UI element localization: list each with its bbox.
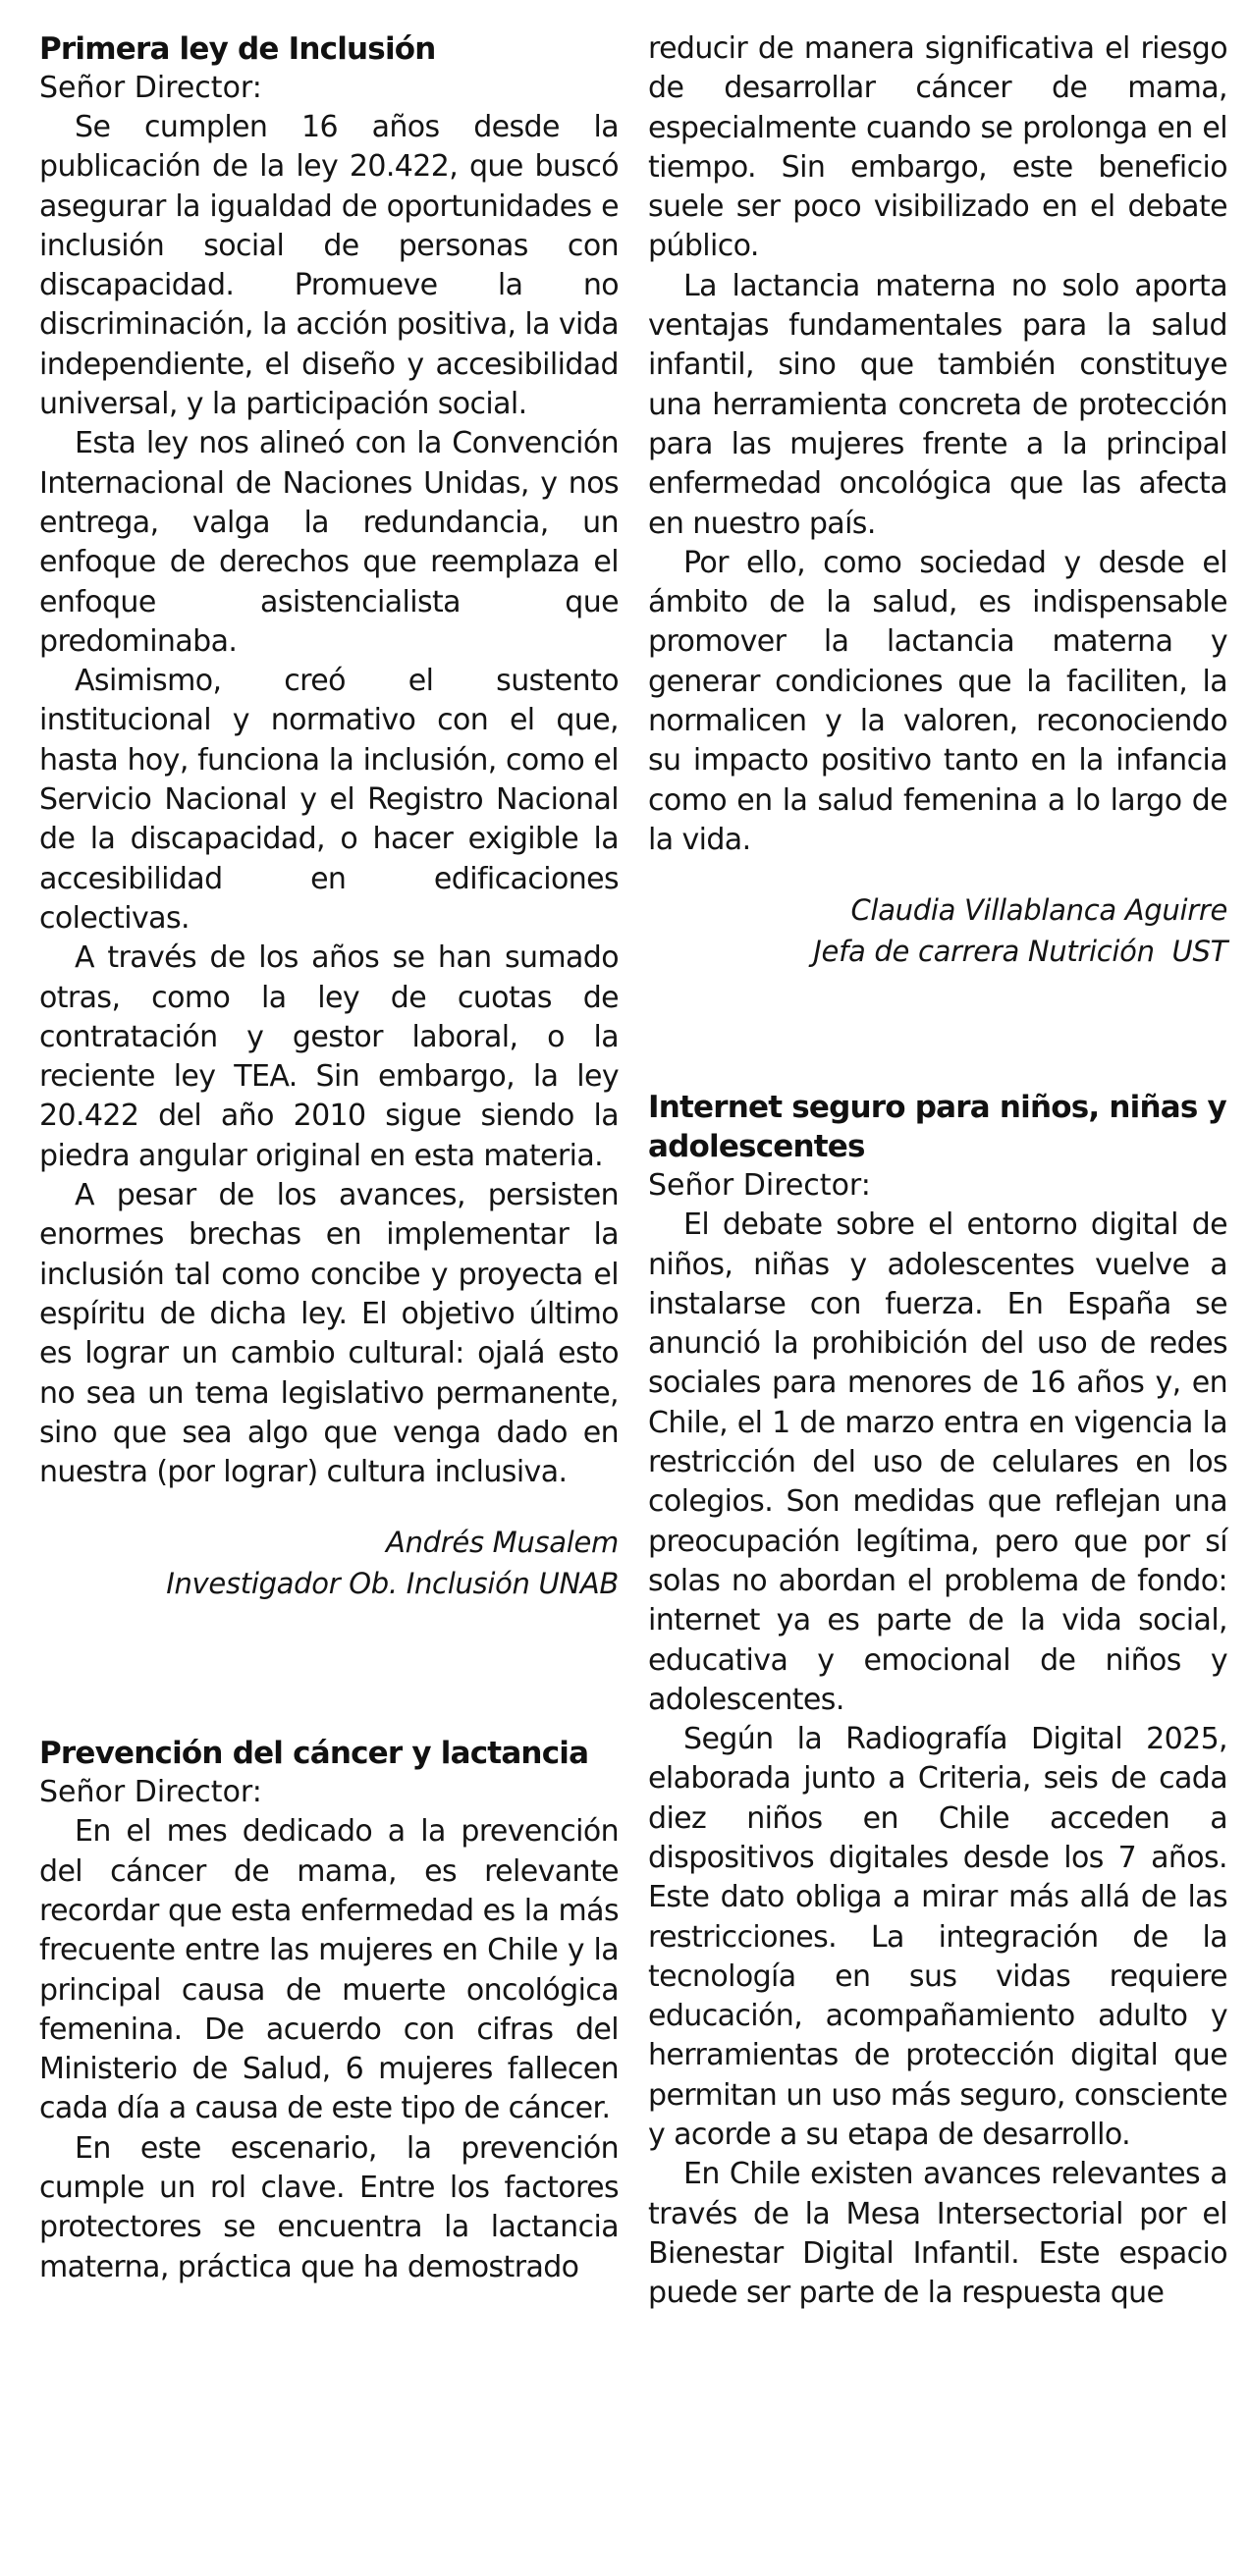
letter-paragraph: En este escenario, la prevención cumple un rol clave. Entre los factores protectores se encuentra la lactancia materna, práctica que ha demostrado — [39, 2130, 619, 2284]
letter-salutation: Señor Director: — [648, 1168, 871, 1204]
letter-paragraph: Según la Radiografía Digital 2025, elaborada junto a Criteria, seis de cada diez niños en Chile acceden a dispositivos digitales desde los 7 años. Este dato obliga a mirar más allá de las restricciones. La integración de la tecnología en sus vidas requiere educación, acompañamiento adulto y herramientas de protección digital que permitan un uso más seguro, consciente y acorde a su etapa de desarrollo. — [648, 1722, 1227, 2153]
author-role: Jefa de carrera Nutrición UST — [813, 935, 1227, 969]
letter-paragraph: Se cumplen 16 años desde la publicación de la ley 20.422, que buscó asegurar la igualdad de oportunidades e inclusión social de personas con discapacidad. Promueve la no discriminación, la acción positiva, la vida independiente, el diseño y accesibilidad universal, y la participación social. — [39, 110, 619, 422]
letter-paragraph: La lactancia materna no solo aporta ventajas fundamentales para la salud infantil, sino que también constituye una herramienta concreta de protección para las mujeres frente a la principal enfermedad oncológica que las afecta en nuestro país. — [648, 268, 1227, 541]
letter-paragraph: En Chile existen avances relevantes a través de la Mesa Intersectorial por el Bienestar Digital Infantil. Este espacio puede ser parte de la respuesta que — [648, 2157, 1227, 2311]
letter-title: Primera ley de Inclusión — [39, 31, 436, 67]
left-column — [39, 29, 619, 2287]
letter-signature — [648, 889, 1227, 972]
right-column — [648, 29, 1227, 2314]
letter-paragraph: A través de los años se han sumado otras, como la ley de cuotas de contratación y gestor laboral, o la reciente ley TEA. Sin embargo, la ley 20.422 del año 2010 sigue siendo la piedra angular original en esta materia. — [39, 940, 619, 1173]
letter-internet-seguro — [648, 1088, 1227, 2313]
author-role: Investigador Ob. Inclusión UNAB — [166, 1567, 619, 1601]
letter-salutation: Señor Director: — [39, 1775, 262, 1810]
letter-paragraph: El debate sobre el entorno digital de niños, niñas y adolescentes vuelve a instalarse con fuerza. En España se anunció la prohibición del uso de redes sociales para menores de 16 años y, en Chile, el 1 de marzo entra en vigencia la restricción del uso de celulares en los colegios. Son medidas que reflejan una preocupación legítima, pero que por sí solas no abordan el problema de fondo: internet ya es parte de la vida social, educativa y emocional de niños y adolescentes. — [648, 1208, 1227, 1717]
letter-title: Internet seguro para niños, niñas y adolescentes — [648, 1090, 1226, 1165]
letter-signature — [39, 1522, 619, 1604]
letter-paragraph: En el mes dedicado a la prevención del cáncer de mama, es relevante recordar que esta enfermedad es la más frecuente entre las mujeres en Chile y la principal causa de muerte oncológica femenina. De acuerdo con cifras del Ministerio de Salud, 6 mujeres fallecen cada día a causa de este tipo de cáncer. — [39, 1814, 619, 2126]
letter-prevencion-cancer-lactancia — [39, 1734, 619, 2287]
letter-paragraph-continued: reducir de manera significativa el riesgo de desarrollar cáncer de mama, especialmente cuando se prolonga en el tiempo. Sin embargo, este beneficio suele ser poco visibilizado en el debate público. — [648, 31, 1227, 264]
letter-paragraph: Asimismo, creó el sustento institucional y normativo con el que, hasta hoy, funciona la inclusión, como el Servicio Nacional y el Registro Nacional de la discapacidad, o hacer exigible la accesibilidad en edificaciones colectivas. — [39, 664, 619, 936]
letter-paragraph: Esta ley nos alineó con la Convención Internacional de Naciones Unidas, y nos entrega, valga la redundancia, un enfoque de derechos que reemplaza el enfoque asistencialista que predominaba. — [39, 426, 619, 659]
letter-title: Prevención del cáncer y lactancia — [39, 1736, 589, 1772]
author-name: Claudia Villablanca Aguirre — [850, 893, 1227, 928]
letter-prevencion-cancer-continued — [648, 29, 1227, 972]
letter-primera-ley-inclusion — [39, 29, 619, 1604]
letter-salutation: Señor Director: — [39, 71, 262, 105]
letter-paragraph: A pesar de los avances, persisten enormes brechas en implementar la inclusión tal como concibe y proyecta el espíritu de dicha ley. El objetivo último es lograr un cambio cultural: ojalá esto no sea un tema legislativo permanente, sino que sea algo que venga dado en nuestra (por lograr) cultura inclusiva. — [39, 1178, 619, 1490]
letter-paragraph: Por ello, como sociedad y desde el ámbito de la salud, es indispensable promover la lactancia materna y generar condiciones que la faciliten, la normalicen y la valoren, reconociendo su impacto positivo tanto en la infancia como en la salud femenina a lo largo de la vida. — [648, 545, 1227, 857]
author-name: Andrés Musalem — [386, 1526, 619, 1560]
